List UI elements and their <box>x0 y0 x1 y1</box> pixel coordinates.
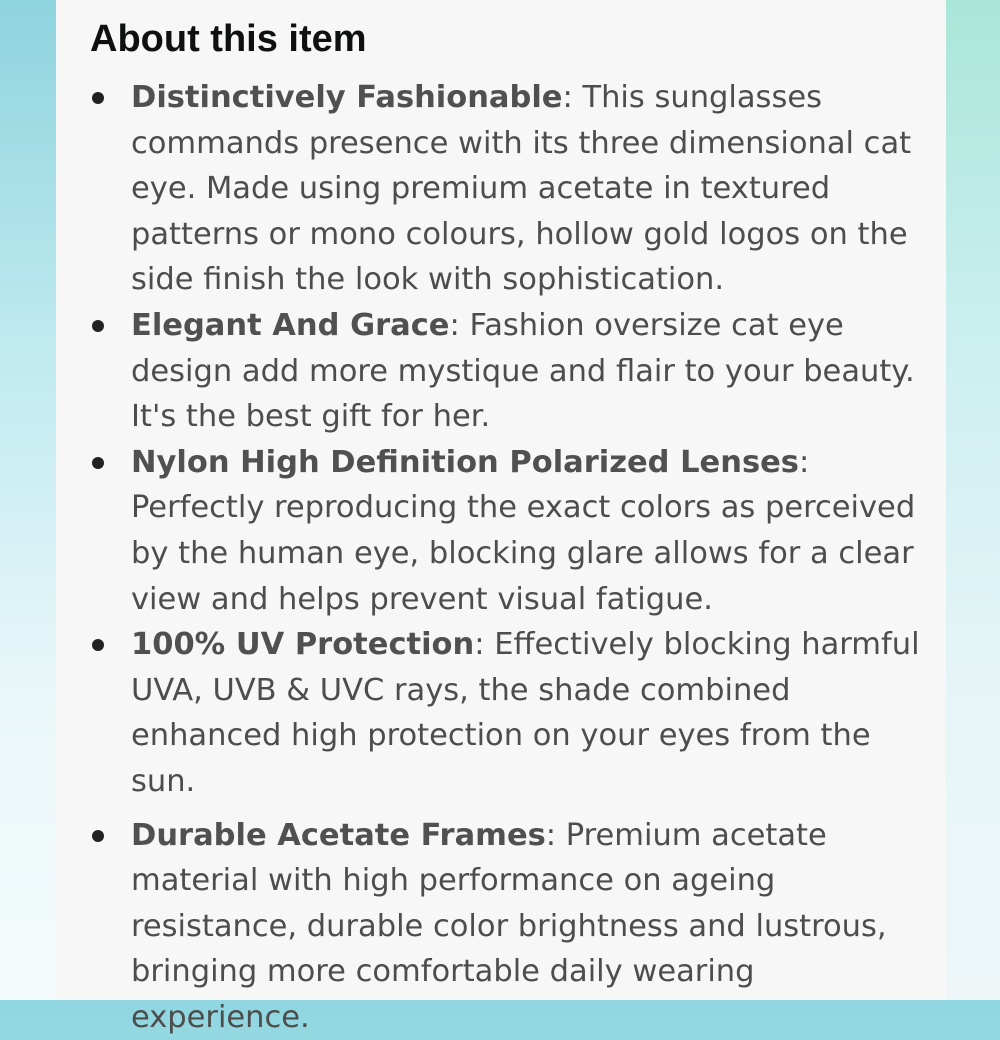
bullet-dot-icon <box>92 457 104 469</box>
feature-bullet-list <box>56 75 946 1040</box>
background-left-edge <box>0 0 56 1000</box>
bullet-dot-icon <box>92 830 104 842</box>
section-heading: About this item <box>90 14 367 64</box>
feature-bullet <box>56 622 946 804</box>
feature-bullet <box>56 440 946 622</box>
feature-description: : Effectively blocking harmful UVA, UVB & UVC rays, the shade combined enhanced high protection on your eyes from the sun. <box>131 627 920 799</box>
bullet-dot-icon <box>92 92 104 104</box>
feature-title: Elegant And Grace <box>131 308 450 343</box>
feature-title: Nylon High Definition Polarized Lenses <box>131 445 799 480</box>
feature-title: Durable Acetate Frames <box>131 818 546 853</box>
feature-description: : This sunglasses commands presence with its three dimensional cat eye. Made using premium acetate in textured patterns or mono colours, hollow gold logos on the side finish the look with sophistication. <box>131 80 911 297</box>
about-item-card <box>56 0 946 1000</box>
feature-title: 100% UV Protection <box>131 627 474 662</box>
background-right-edge <box>946 0 1000 1000</box>
feature-bullet <box>56 303 946 440</box>
feature-description: : Premium acetate material with high performance on ageing resistance, durable color brightness and lustrous, bringing more comfortable daily wearing experience. <box>131 818 887 1035</box>
feature-title: Distinctively Fashionable <box>131 80 562 115</box>
bullet-dot-icon <box>92 320 104 332</box>
bullet-dot-icon <box>92 639 104 651</box>
feature-bullet <box>56 813 946 1040</box>
feature-description: : Perfectly reproducing the exact colors as perceived by the human eye, blocking glare allows for a clear view and helps prevent visual fatigue. <box>131 445 915 617</box>
feature-description: : Fashion oversize cat eye design add more mystique and flair to your beauty. It's the best gift for her. <box>131 308 915 434</box>
feature-bullet <box>56 75 946 303</box>
